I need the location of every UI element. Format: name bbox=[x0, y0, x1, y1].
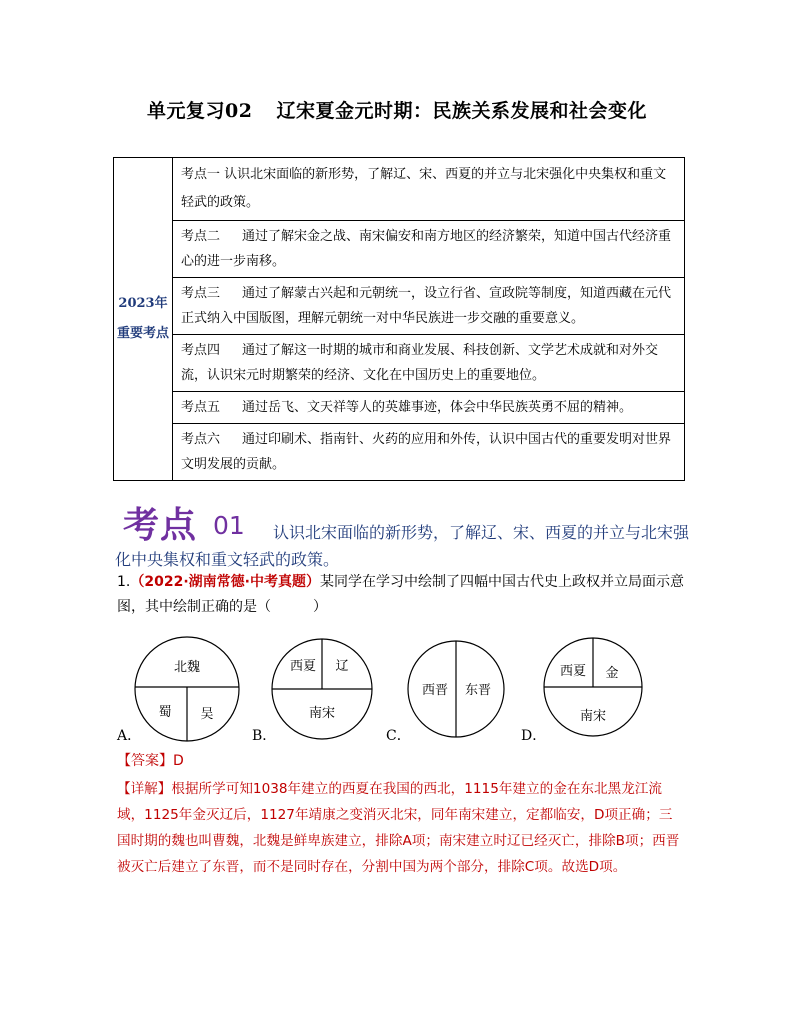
key-point-label: 考点六 bbox=[181, 432, 221, 447]
key-point-2 bbox=[173, 221, 685, 278]
key-point-label: 考点五 bbox=[181, 400, 221, 415]
region-label: 南宋 bbox=[579, 709, 607, 724]
table-row bbox=[114, 278, 685, 335]
side-label: 重要考点 bbox=[116, 326, 169, 341]
region-label: 金 bbox=[605, 666, 619, 681]
key-point-label: 考点四 bbox=[181, 343, 221, 358]
explanation-text: 根据所学可知1038年建立的西夏在我国的西北，1115年建立的金在东北黑龙江流域，1125年金灭辽后，1127年靖康之变消灭北宋，同年南宋建立，定都临安，D项正确；三国时期的魏也叫曹魏，北魏是鲜卑族建立，排除A项；南宋建立时辽已经灭亡，排除B项；西晋被灭亡后建立了东晋，而不是同时存在，分割中国为两个部分，排除C项。故选D项。 bbox=[117, 781, 680, 875]
section-logo: 考点 bbox=[123, 505, 198, 546]
section-number: 01 bbox=[213, 511, 245, 540]
table-side-cell bbox=[114, 158, 173, 481]
question-source: （2022·湖南常德·中考真题） bbox=[130, 574, 320, 590]
key-point-label: 考点二 bbox=[181, 229, 221, 244]
option-letter: D． bbox=[521, 728, 547, 744]
answer-label: 【答案】 bbox=[117, 753, 173, 769]
key-point-text: 通过印刷术、指南针、火药的应用和外传，认识中国古代的重要发明对世界文明发展的贡献。 bbox=[181, 432, 672, 472]
option-letter: C． bbox=[386, 728, 411, 744]
region-label: 北魏 bbox=[173, 660, 201, 675]
option-c[interactable] bbox=[386, 632, 516, 747]
key-point-text: 通过了解这一时期的城市和商业发展、科技创新、文学艺术成就和对外交流，认识宋元时期繁荣的经济、文化在中国历史上的重要地位。 bbox=[181, 343, 659, 383]
key-point-text: 通过了解蒙古兴起和元朝统一，设立行省、宣政院等制度，知道西藏在元代正式纳入中国版图，理解元朝统一对中华民族进一步交融的重要意义。 bbox=[181, 286, 672, 326]
table-row bbox=[114, 335, 685, 392]
key-point-text: 通过了解宋金之战、南宋偏安和南方地区的经济繁荣，知道中国古代经济重心的进一步南移。 bbox=[181, 229, 672, 269]
question-number: 1. bbox=[117, 574, 131, 590]
title-topic: 辽宋夏金元时期：民族关系发展和社会变化 bbox=[276, 100, 647, 122]
key-point-4 bbox=[173, 335, 685, 392]
question-stem bbox=[117, 570, 687, 620]
option-a[interactable] bbox=[117, 632, 247, 747]
option-letter: A． bbox=[117, 728, 142, 744]
region-label: 西夏 bbox=[289, 659, 317, 674]
key-points-table bbox=[113, 157, 685, 481]
option-letter: B． bbox=[252, 728, 277, 744]
option-b[interactable] bbox=[252, 632, 382, 747]
region-label: 蜀 bbox=[158, 705, 172, 720]
key-point-6 bbox=[173, 424, 685, 481]
table-row bbox=[114, 158, 685, 221]
title-unit: 单元复习02 bbox=[147, 100, 253, 122]
region-label: 西夏 bbox=[559, 664, 587, 679]
region-label: 南宋 bbox=[308, 706, 336, 721]
key-point-3 bbox=[173, 278, 685, 335]
explanation bbox=[117, 776, 683, 880]
section-text: 认识北宋面临的新形势，了解辽、宋、西夏的并立与北宋强化中央集权和重文轻武的政策。 bbox=[115, 523, 690, 569]
key-point-5 bbox=[173, 392, 685, 424]
key-point-text: 通过岳飞、文天祥等人的英雄事迹，体会中华民族英勇不屈的精神。 bbox=[242, 400, 633, 415]
table-row bbox=[114, 392, 685, 424]
answer bbox=[117, 750, 184, 770]
region-label: 辽 bbox=[335, 659, 349, 674]
table-row bbox=[114, 221, 685, 278]
explanation-label: 【详解】 bbox=[117, 781, 172, 797]
side-year: 2023年 bbox=[118, 296, 168, 311]
page-title bbox=[0, 96, 794, 123]
key-point-1 bbox=[173, 158, 685, 221]
key-point-label: 考点三 bbox=[181, 286, 221, 301]
key-point-label: 考点一 bbox=[181, 167, 221, 182]
answer-value: D bbox=[173, 753, 184, 769]
region-label: 东晋 bbox=[464, 683, 492, 698]
region-label: 西晋 bbox=[421, 683, 449, 698]
option-d[interactable] bbox=[521, 632, 651, 747]
region-label: 吴 bbox=[200, 707, 214, 722]
table-row bbox=[114, 424, 685, 481]
question-text: 某同学在学习中绘制了四幅中国古代史上政权并立局面示意图，其中绘制正确的是（ ） bbox=[117, 574, 684, 615]
key-point-text: 认识北宋面临的新形势，了解辽、宋、西夏的并立与北宋强化中央集权和重文轻武的政策。 bbox=[181, 167, 667, 210]
